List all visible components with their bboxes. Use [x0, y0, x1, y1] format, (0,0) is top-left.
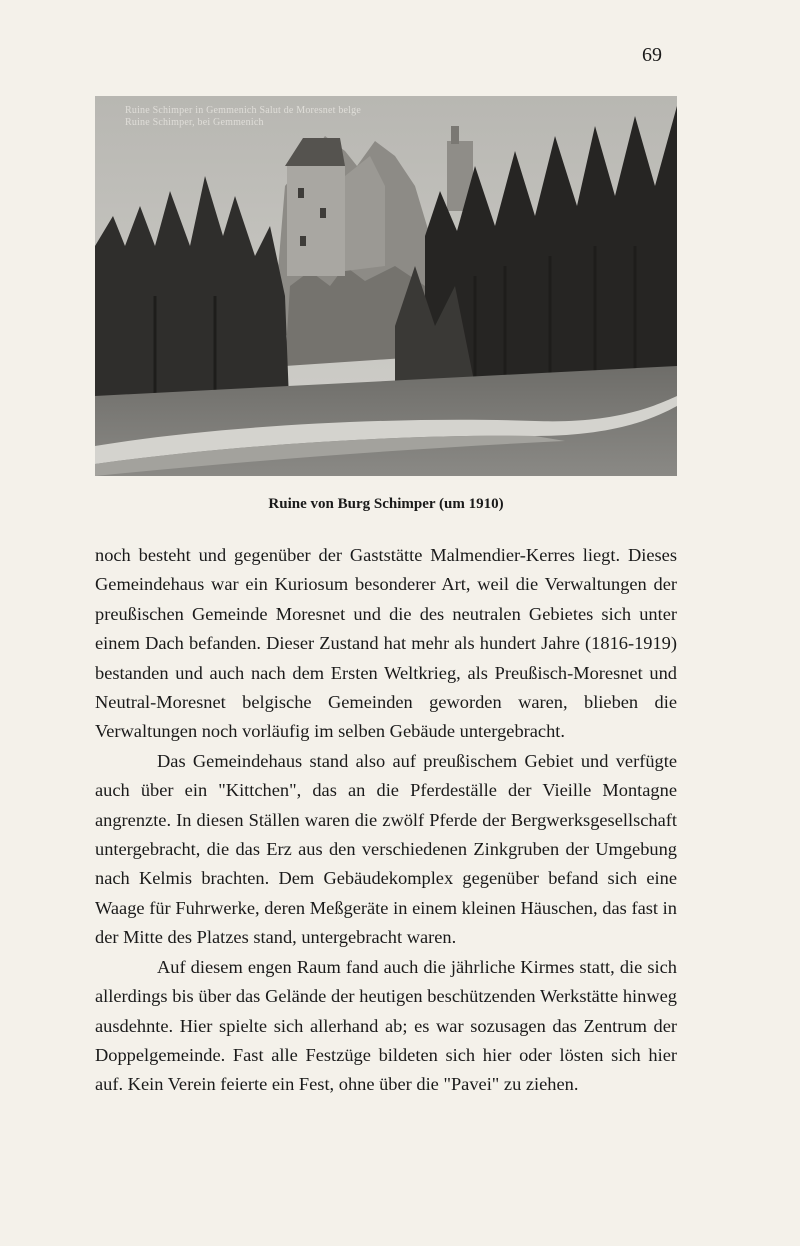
- photo-inscription-line-1: Ruine Schimper in Gemmenich Salut de Moresnet belge: [125, 105, 361, 116]
- paragraph-3: Auf diesem engen Raum fand auch die jährliche Kirmes statt, die sich allerdings bis über das Gelände der heutigen beschützenden Werkstätte hinweg ausdehnte. Hier spielte sich allerhand ab; es war sozusagen das Zentrum der Doppelgemeinde. Fast alle Festzüge bildeten sich hier oder lösten sich hier auf. Kein Verein feierte ein Fest, ohne über die "Pavei" zu ziehen.: [95, 956, 677, 1095]
- paragraph-2: Das Gemeindehaus stand also auf preußischem Gebiet und verfügte auch über ein "Kittchen", das an die Pferdeställe der Vieille Montagne angrenzte. In diesen Ställen waren die zwölf Pferde der Bergwerksgesellschaft untergebracht, die das Erz aus den verschiedenen Zinkgruben der Umgebung nach Kelmis brachten. Dem Gebäudekomplex gegenüber befand sich eine Waage für Fuhrwerke, deren Meßgeräte in einem kleinen Häuschen, das fast in der Mitte des Platzes stand, untergebracht waren.: [95, 750, 677, 948]
- photo-inscription: [125, 105, 361, 129]
- paragraph-1: noch besteht und gegenüber der Gaststätte Malmendier-Kerres liegt. Dieses Gemeindehaus war ein Kuriosum besonderer Art, weil die Verwaltungen der preußischen Gemeinde Moresnet und die des neutralen Gebietes sich unter einem Dach befanden. Dieser Zustand hat mehr als hundert Jahre (1816-1919) bestanden und auch nach dem Ersten Weltkrieg, als Preußisch-Moresnet und Neutral-Moresnet belgische Gemeinden geworden waren, blieben die Verwaltungen noch vorläufig im selben Gebäude untergebracht.: [95, 545, 677, 742]
- page-number: 69: [642, 44, 662, 66]
- photo-inscription-line-2: Ruine Schimper, bei Gemmenich: [125, 117, 264, 128]
- body-text: [95, 541, 677, 1100]
- forest-ruin-illustration: [95, 96, 677, 476]
- ruin-photograph: [95, 96, 677, 476]
- figure-caption: Ruine von Burg Schimper (um 1910): [268, 496, 504, 512]
